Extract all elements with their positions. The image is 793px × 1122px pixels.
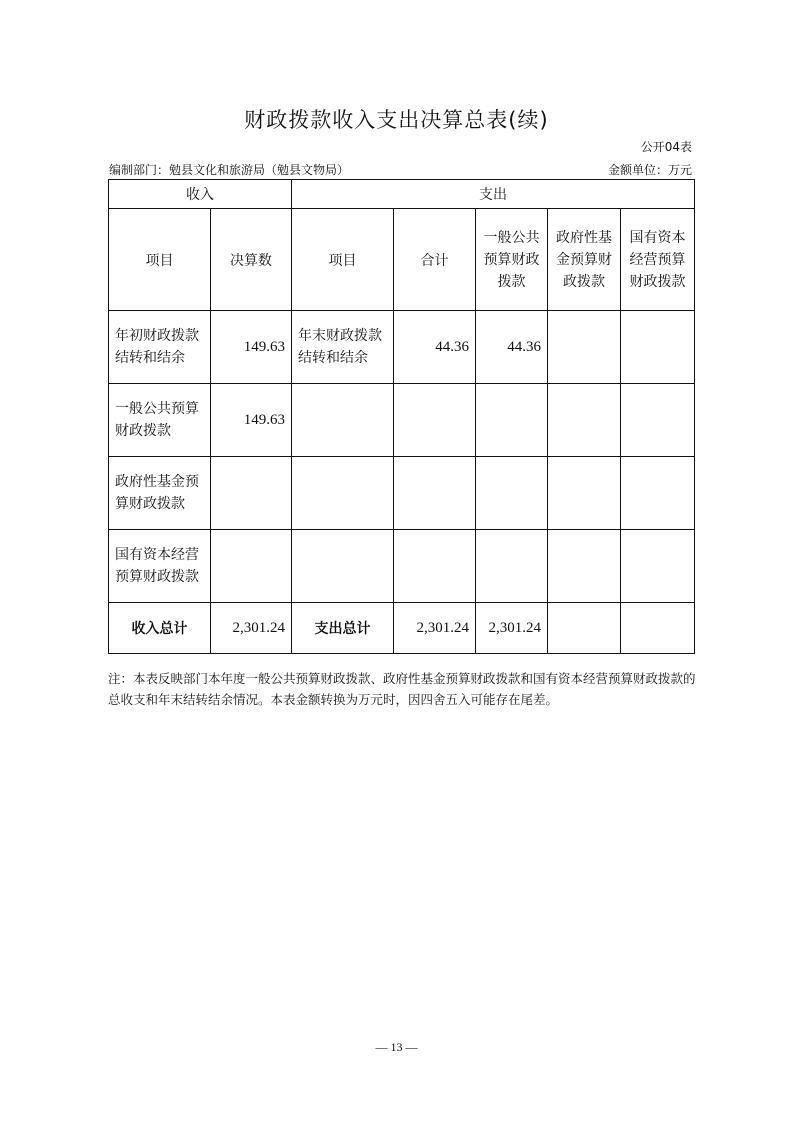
- page-title: 财政拨款收入支出决算总表(续): [244, 108, 549, 132]
- expense-fund: [548, 311, 621, 384]
- income-item: 国有资本经营预算财政拨款: [109, 530, 211, 603]
- expense-item: [292, 384, 394, 457]
- expense-general: 44.36: [476, 311, 548, 384]
- column-header-row: [109, 209, 695, 311]
- expense-general: [476, 384, 548, 457]
- expense-total: [394, 530, 476, 603]
- expense-total: [394, 384, 476, 457]
- expense-total-value: 2,301.24: [394, 603, 476, 654]
- col-state: 国有资本经营预算财政拨款: [621, 209, 695, 311]
- expense-item: [292, 530, 394, 603]
- budget-table: [108, 179, 695, 654]
- col-total: 合计: [394, 209, 476, 311]
- expense-item: 年末财政拨款结转和结余: [292, 311, 394, 384]
- table-row: [109, 311, 695, 384]
- totals-row: [109, 603, 695, 654]
- unit-label: 金额单位：万元: [607, 163, 692, 177]
- expense-state: [621, 384, 695, 457]
- expense-fund: [548, 530, 621, 603]
- department-label: 编制部门：勉县文化和旅游局（勉县文物局）: [109, 163, 350, 177]
- col-general: 一般公共预算财政拨款: [476, 209, 548, 311]
- expense-total-label: 支出总计: [292, 603, 394, 654]
- table-row: [109, 384, 695, 457]
- expense-state: [621, 311, 695, 384]
- col-final-amount: 决算数: [211, 209, 292, 311]
- income-value: [211, 530, 292, 603]
- expense-fund: [548, 457, 621, 530]
- col-item2: 项目: [292, 209, 394, 311]
- table-row: [109, 457, 695, 530]
- expense-fund: [548, 384, 621, 457]
- income-value: [211, 457, 292, 530]
- expense-header: 支出: [292, 180, 695, 209]
- col-item: 项目: [109, 209, 211, 311]
- expense-item: [292, 457, 394, 530]
- expense-state: [621, 530, 695, 603]
- col-fund: 政府性基金预算财政拨款: [548, 209, 621, 311]
- page-number: — 13 —: [375, 1040, 418, 1054]
- expense-general-total: 2,301.24: [476, 603, 548, 654]
- expense-state-total: [621, 603, 695, 654]
- expense-general: [476, 457, 548, 530]
- expense-general: [476, 530, 548, 603]
- income-item: 政府性基金预算财政拨款: [109, 457, 211, 530]
- table-note: 注：本表反映部门本年度一般公共预算财政拨款、政府性基金预算财政拨款和国有资本经营预算财政拨款的总收支和年末结转结余情况。本表金额转换为万元时，因四舍五入可能存在尾差。: [108, 671, 696, 707]
- expense-state: [621, 457, 695, 530]
- income-value: 149.63: [211, 311, 292, 384]
- form-number: 公开04表: [640, 140, 692, 154]
- income-total-value: 2,301.24: [211, 603, 292, 654]
- income-item: 年初财政拨款结转和结余: [109, 311, 211, 384]
- income-item: 一般公共预算财政拨款: [109, 384, 211, 457]
- expense-total: 44.36: [394, 311, 476, 384]
- expense-total: [394, 457, 476, 530]
- section-header-row: [109, 180, 695, 209]
- table-row: [109, 530, 695, 603]
- income-total-label: 收入总计: [109, 603, 211, 654]
- income-header: 收入: [109, 180, 292, 209]
- expense-fund-total: [548, 603, 621, 654]
- income-value: 149.63: [211, 384, 292, 457]
